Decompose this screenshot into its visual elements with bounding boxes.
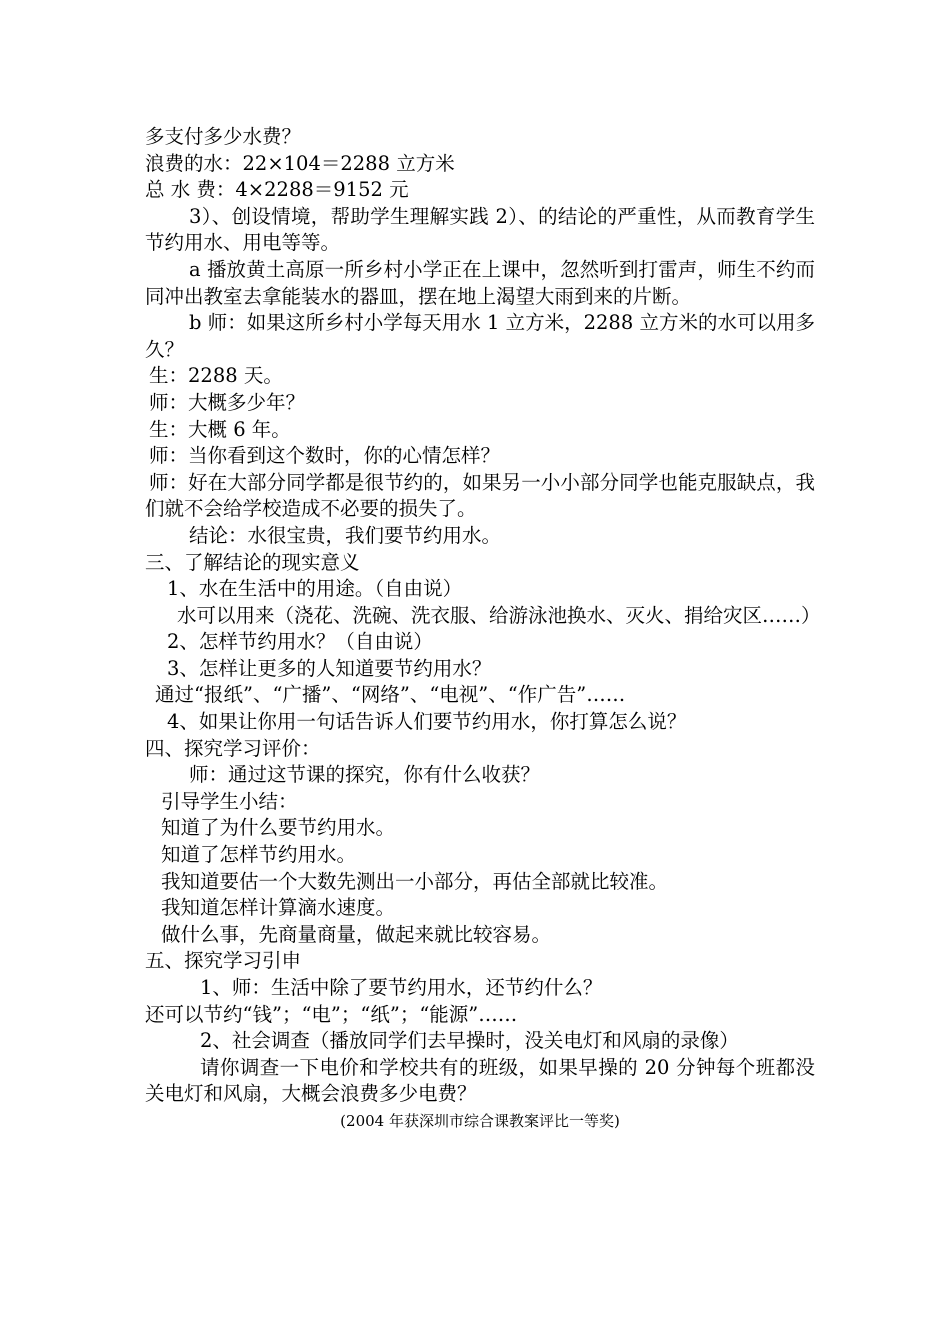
paragraph: 生：大概 6 年。 <box>149 417 291 441</box>
paragraph: 2、怎样节约用水？（自由说） <box>167 630 433 654</box>
paragraph: 浪费的水：22×104＝2288 立方米 <box>145 151 455 175</box>
paragraph: 1、师：生活中除了要节约用水，还节约什么？ <box>200 976 603 999</box>
paragraph: 通过“报纸”、“广播”、“网络”、“电视”、“作广告”…… <box>155 683 626 707</box>
paragraph: a 播放黄土高原一所乡村小学正在上课中，忽然听到打雷声，师生不约而同冲出教室去拿能装水的器皿，摆在地上渴望大雨到来的片断。 <box>145 257 815 308</box>
paragraph: 五、探究学习引申 <box>145 949 302 973</box>
paragraph: 2、社会调查（播放同学们去早操时，没关电灯和风扇的录像） <box>200 1029 739 1053</box>
paragraph: 师：大概多少年？ <box>149 390 306 414</box>
paragraph: 结论：水很宝贵，我们要节约用水。 <box>189 523 502 547</box>
paragraph: 水可以用来（浇花、洗碗、洗衣服、给游泳池换水、灭火、捐给灾区……） <box>177 603 821 627</box>
award-note: (2004 年获深圳市综合课教案评比一等奖) <box>340 1111 620 1130</box>
paragraph: 做什么事，先商量商量，做起来就比较容易。 <box>161 922 552 946</box>
paragraph: 知道了怎样节约用水。 <box>161 843 357 867</box>
document-body <box>145 124 821 1132</box>
paragraph: 我知道怎样计算滴水速度。 <box>161 896 396 920</box>
paragraph: 四、探究学习评价： <box>145 736 321 760</box>
paragraph: 1、水在生活中的用途。（自由说） <box>167 577 463 601</box>
paragraph: 生：2288 天。 <box>149 364 283 388</box>
paragraph: 多支付多少水费？ <box>145 125 302 148</box>
paragraph: 请你调查一下电价和学校共有的班级，如果早操的 20 分钟每个班都没关电灯和风扇，大概会浪费多少电费？ <box>145 1055 815 1106</box>
paragraph: 三、了解结论的现实意义 <box>145 550 360 574</box>
paragraph: 师：通过这节课的探究，你有什么收获？ <box>189 763 541 787</box>
paragraph: 知道了为什么要节约用水。 <box>161 816 396 840</box>
paragraph: 师：好在大部分同学都是很节约的，如果另一小小部分同学也能克服缺点，我们就不会给学校造成不必要的损失了。 <box>145 470 815 521</box>
paragraph: b 师：如果这所乡村小学每天用水 1 立方米，2288 立方米的水可以用多久？ <box>145 311 815 361</box>
paragraph: 总 水 费：4×2288＝9152 元 <box>145 178 409 202</box>
paragraph: 我知道要估一个大数先测出一小部分，再估全部就比较准。 <box>161 869 669 893</box>
paragraph: 引导学生小结： <box>161 789 298 813</box>
paragraph: 还可以节约“钱”；“电”；“纸”；“能源”…… <box>145 1002 518 1026</box>
paragraph: 3、怎样让更多的人知道要节约用水？ <box>167 656 492 680</box>
paragraph: 4、如果让你用一句话告诉人们要节约用水，你打算怎么说？ <box>167 710 687 734</box>
paragraph: 师：当你看到这个数时，你的心情怎样？ <box>149 444 501 468</box>
paragraph: 3）、创设情境，帮助学生理解实践 2）、的结论的严重性，从而教育学生节约用水、用电等等。 <box>145 204 815 255</box>
